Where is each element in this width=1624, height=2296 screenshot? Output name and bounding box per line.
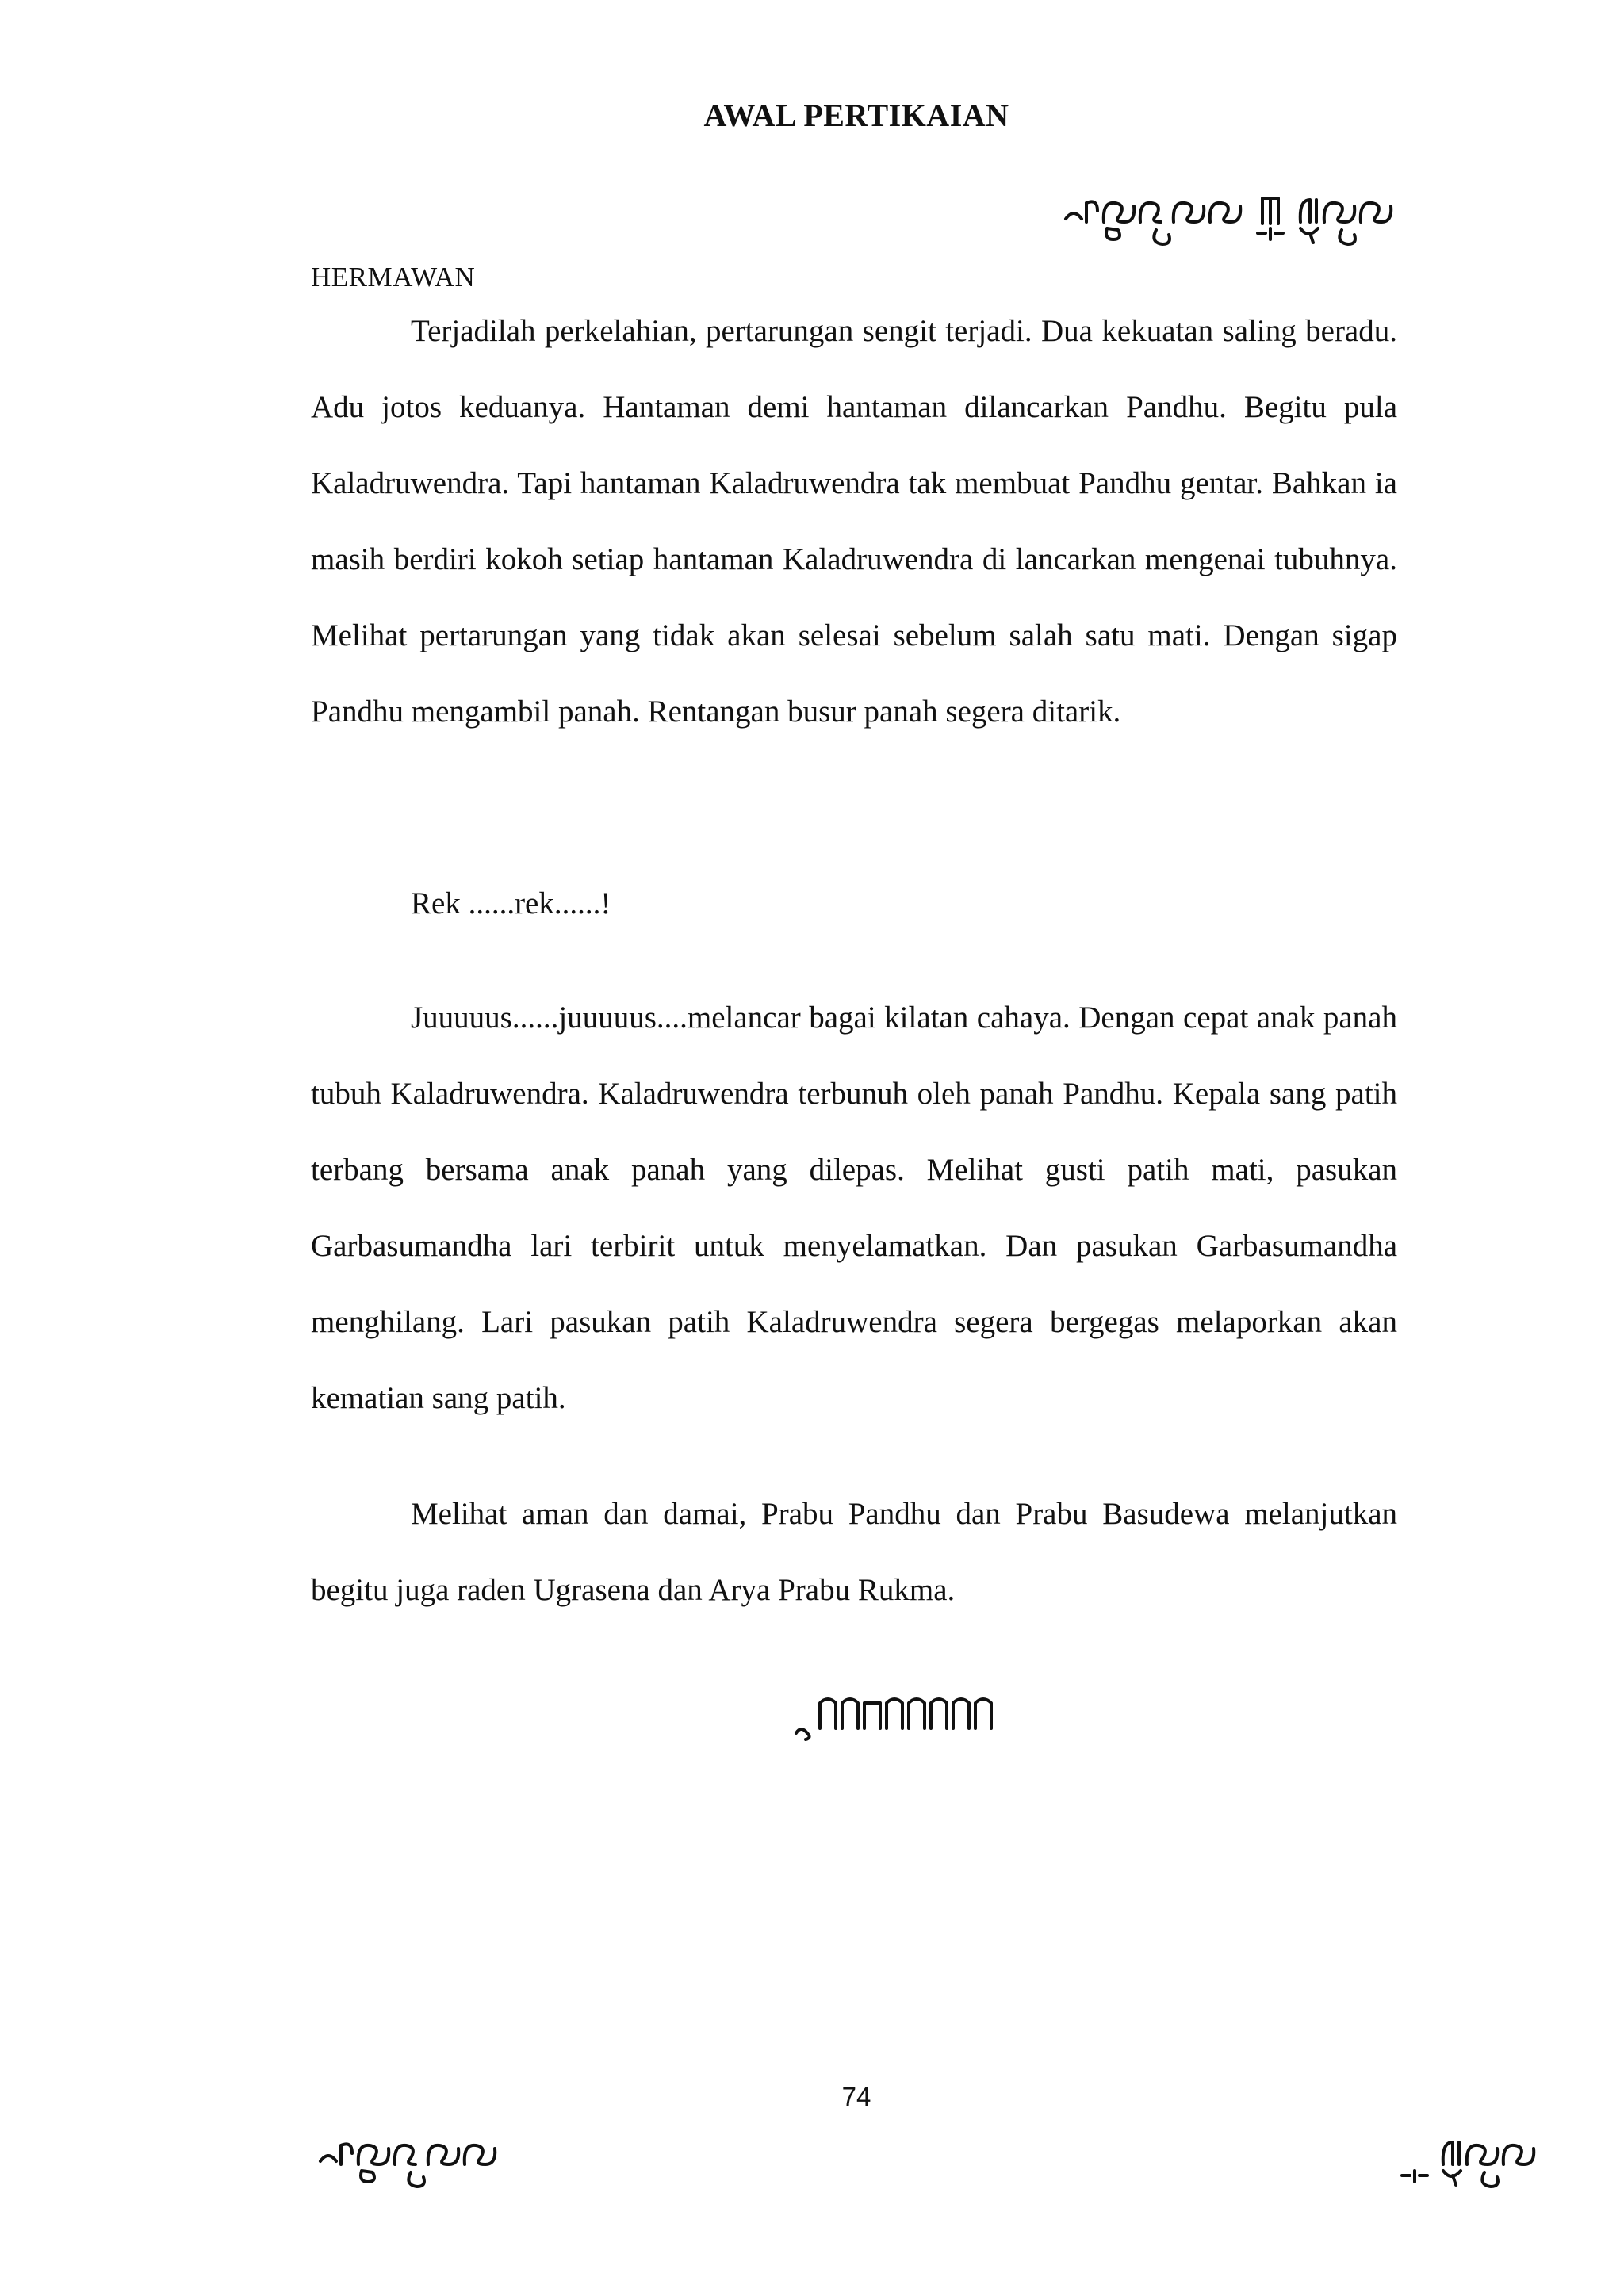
page-number: 74: [841, 2082, 871, 2111]
author-name: HERMAWAN: [311, 262, 476, 293]
paragraph-3: [311, 980, 1397, 1437]
paragraph-text: Juuuuus......juuuuus....melancar bagai kilatan cahaya. Dengan cepat anak panah tubuh Kaladruwendra. Kaladruwendra terbunuh oleh panah Pandhu. Kepala sang patih terbang bersama anak panah yang dilepas. Melihat gusti patih mati, pasukan Garbasumandha lari terbirit untuk menyelamatkan. Dan pasukan Garbasumandha menghilang. Lari pasukan patih Kaladruwendra segera bergegas melaporkan akan kematian sang patih.: [311, 1001, 1397, 1415]
paragraph-text: Terjadilah perkelahian, pertarungan sengit terjadi. Dua kekuatan saling beradu. Adu jotos keduanya. Hantaman demi hantaman dilancarkan Pandhu. Begitu pula Kaladruwendra. Tapi hantaman Kaladruwendra tak membuat Pandhu gentar. Bahkan ia masih berdiri kokoh setiap hantaman Kaladruwendra di lancarkan mengenai tubuhnya. Melihat pertarungan yang tidak akan selesai sebelum salah satu mati. Dengan sigap Pandhu mengambil panah. Rentangan busur panah segera ditarik.: [311, 314, 1397, 729]
paragraph-text: Melihat aman dan damai, Prabu Pandhu dan Prabu Basudewa melanjutkan begitu juga raden Ugrasena dan Arya Prabu Rukma.: [311, 1497, 1397, 1607]
javanese-end-mark-icon: [793, 1689, 999, 1744]
paragraph-2: [311, 866, 1397, 942]
paragraph-4: [311, 1476, 1397, 1628]
paragraph-text: Rek ......rek......!: [411, 886, 611, 920]
javanese-footer-right-icon: [1396, 2130, 1570, 2209]
javanese-script-ornament-icon: [1063, 187, 1411, 266]
page-title: AWAL PERTIKAIAN: [703, 98, 1009, 133]
paragraph-1: [311, 293, 1397, 750]
javanese-footer-left-icon: [317, 2130, 508, 2209]
